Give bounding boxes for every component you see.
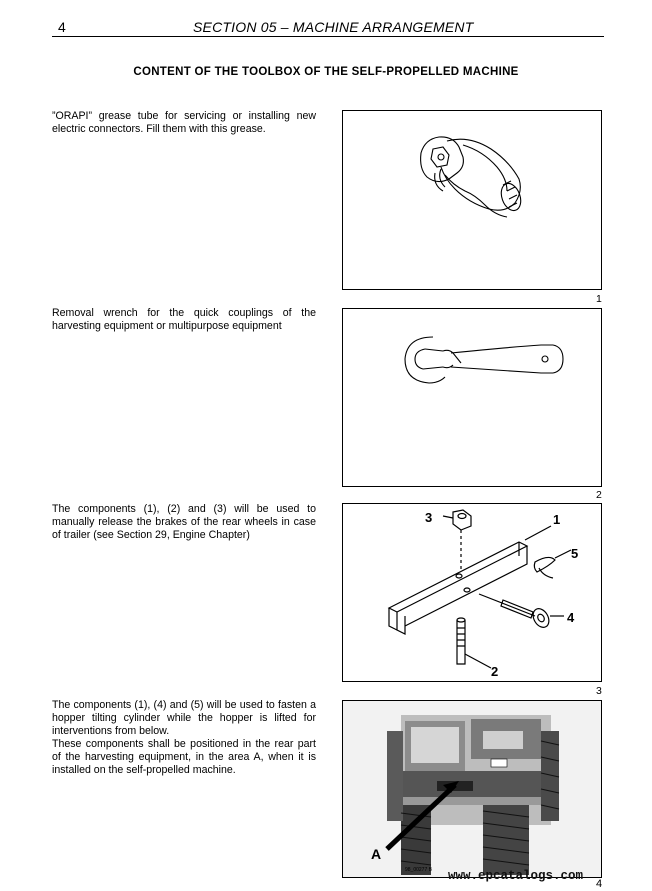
header-rule xyxy=(52,36,604,37)
figure-4-number: 4 xyxy=(596,878,603,890)
wrench-icon xyxy=(343,309,601,486)
watermark-text: www.epcatalogs.com xyxy=(448,869,584,883)
callout-3: 3 xyxy=(425,510,433,525)
page-title: CONTENT OF THE TOOLBOX OF THE SELF-PROPELLED MACHINE xyxy=(133,66,519,78)
callout-1: 1 xyxy=(553,512,561,527)
callout-4: 4 xyxy=(567,610,575,625)
figure-1-number: 1 xyxy=(596,293,602,305)
item-2-text xyxy=(52,307,316,333)
item-4-paragraph-1: The components (1), (4) and (5) will be used to fasten a hopper tilting cylinder while the hopper is lifted for interventions from below. xyxy=(52,699,316,737)
item-3-paragraph: The components (1), (2) and (3) will be used to manually release the brakes of the rear wheels in case of trailer (see Section 29, Engine Chapter) xyxy=(52,503,316,541)
figure-1-frame xyxy=(342,110,602,290)
figure-3-frame xyxy=(342,503,602,682)
figure-2-frame xyxy=(342,308,602,487)
section-title: SECTION 05 – MACHINE ARRANGEMENT xyxy=(193,19,474,35)
item-4-paragraph-2: These components shall be positioned in the rear part of the harvesting equipment, in the area A, when it is installed on the self-propelled machine. xyxy=(52,738,316,776)
item-4-text xyxy=(52,699,316,777)
figure-4-frame xyxy=(342,700,602,878)
machine-rear-photo-icon xyxy=(343,701,601,877)
figure-ref-code: 98_00277 B xyxy=(405,867,432,873)
item-1-paragraph: ”ORAPI” grease tube for servicing or installing new electric connectors. Fill them with this grease. xyxy=(52,110,316,135)
grease-tube-icon xyxy=(343,111,601,289)
brake-release-parts-icon xyxy=(343,504,601,681)
callout-2: 2 xyxy=(491,664,499,679)
callout-A: A xyxy=(371,846,382,862)
callout-5: 5 xyxy=(571,546,579,561)
item-3-text xyxy=(52,503,316,542)
item-1-text xyxy=(52,110,316,136)
figure-3-number: 3 xyxy=(596,685,602,697)
item-2-paragraph: Removal wrench for the quick couplings of the harvesting equipment or multipurpose equipment xyxy=(52,307,316,332)
page-number: 4 xyxy=(58,19,66,35)
figure-2-number: 2 xyxy=(596,489,602,501)
